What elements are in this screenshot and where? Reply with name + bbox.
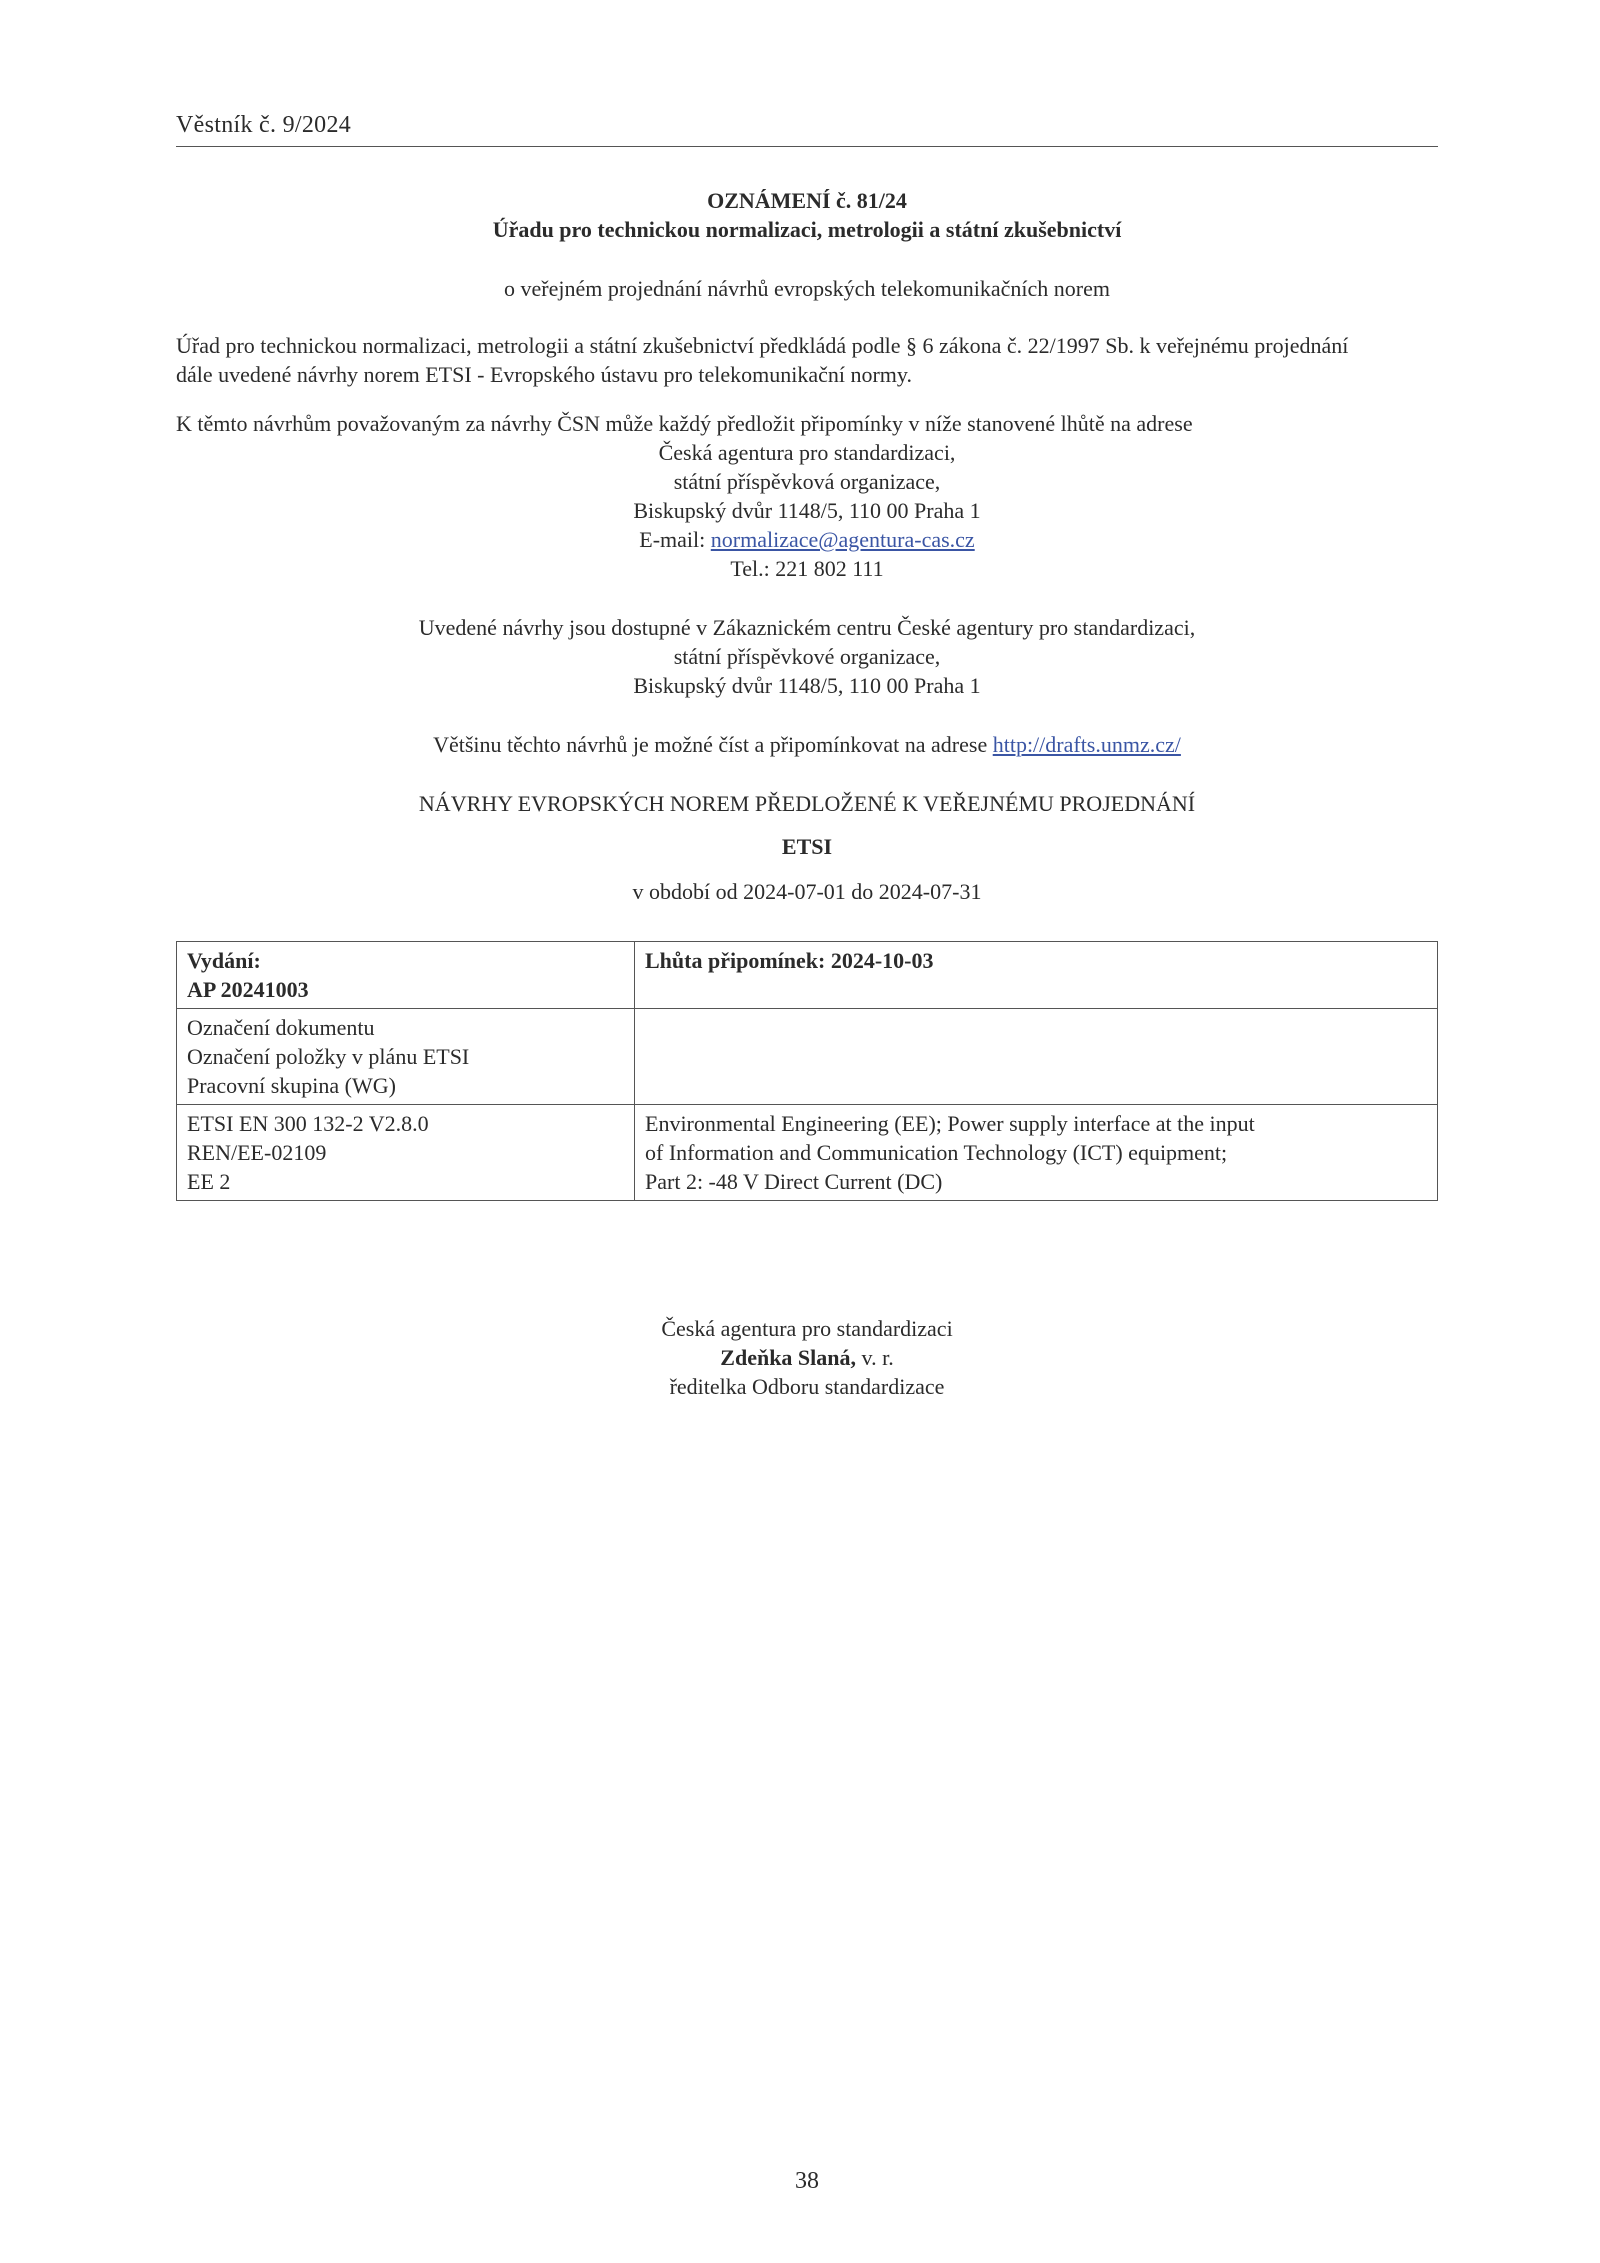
phone-line: Tel.: 221 802 111 <box>730 556 884 581</box>
signature-role: ředitelka Odboru standardizace <box>669 1374 945 1399</box>
web-text: Většinu těchto návrhů je možné číst a připomínkovat na adrese <box>433 732 993 757</box>
page-number: 38 <box>795 2168 819 2194</box>
col-doc-label: Označení dokumentu <box>187 1015 375 1040</box>
notice-number: OZNÁMENÍ č. 81/24 <box>707 188 907 213</box>
signature-org: Česká agentura pro standardizaci <box>661 1316 953 1341</box>
table-row <box>177 1009 1438 1105</box>
journal-title: Věstník č. 9/2024 <box>176 112 352 138</box>
table-row <box>177 1105 1438 1201</box>
draft-title-cell <box>635 1105 1438 1201</box>
draft-wg: EE 2 <box>187 1169 231 1194</box>
email-line <box>176 525 1438 554</box>
draft-title-line-2: of Information and Communication Technology (ICT) equipment; <box>645 1140 1228 1165</box>
comments-paragraph: K těmto návrhům považovaným za návrhy ČSN může každý předložit připomínky v níže stanovené lhůtě na adrese <box>176 411 1193 436</box>
draft-ids-cell <box>177 1105 635 1201</box>
address-line-2: státní příspěvková organizace, <box>673 469 941 494</box>
table-row <box>177 942 1438 1009</box>
signature-block <box>176 1314 1438 1401</box>
signature-name-line <box>176 1343 1438 1372</box>
web-line <box>176 730 1438 759</box>
draft-item-id: REN/EE-02109 <box>187 1140 327 1165</box>
page-header <box>176 112 1438 139</box>
availability-line-3: Biskupský dvůr 1148/5, 110 00 Praha 1 <box>633 673 981 698</box>
intro-line-2: dále uvedené návrhy norem ETSI - Evropského ústavu pro telekomunikační normy. <box>176 362 912 387</box>
signature-suffix: v. r. <box>856 1345 894 1370</box>
availability-line-2: státní příspěvkové organizace, <box>673 644 941 669</box>
draft-title-line-1: Environmental Engineering (EE); Power supply interface at the input <box>645 1111 1255 1136</box>
email-label: E-mail: <box>639 527 711 552</box>
edition-value: AP 20241003 <box>187 977 309 1002</box>
draft-title-line-3: Part 2: -48 V Direct Current (DC) <box>645 1169 943 1194</box>
period-line: v období od 2024-07-01 do 2024-07-31 <box>632 879 982 904</box>
deadline-cell <box>635 942 1438 1009</box>
organization-heading: ETSI <box>781 834 833 859</box>
empty-cell <box>635 1009 1438 1105</box>
email-link[interactable]: normalizace@agentura-cas.cz <box>710 527 975 552</box>
availability-block <box>176 613 1438 700</box>
notice-subject: o veřejném projednání návrhů evropských telekomunikačních norem <box>503 276 1111 301</box>
drafts-heading: NÁVRHY EVROPSKÝCH NOREM PŘEDLOŽENÉ K VEŘEJNÉMU PROJEDNÁNÍ <box>418 791 1196 816</box>
drafts-table <box>176 941 1438 1201</box>
col-wg-label: Pracovní skupina (WG) <box>187 1073 396 1098</box>
notice-office: Úřadu pro technickou normalizaci, metrologii a státní zkušebnictví <box>492 217 1122 242</box>
edition-label: Vydání: <box>187 948 261 973</box>
intro-paragraph <box>176 331 1438 389</box>
availability-line-1: Uvedené návrhy jsou dostupné v Zákaznickém centru České agentury pro standardizaci, <box>418 615 1196 640</box>
draft-doc-id: ETSI EN 300 132-2 V2.8.0 <box>187 1111 429 1136</box>
col-item-label: Označení položky v plánu ETSI <box>187 1044 470 1069</box>
edition-cell <box>177 942 635 1009</box>
signature-name: Zdeňka Slaná, <box>720 1345 857 1370</box>
address-line-1: Česká agentura pro standardizaci, <box>658 440 956 465</box>
drafts-link[interactable]: http://drafts.unmz.cz/ <box>992 732 1181 757</box>
header-divider <box>176 146 1438 147</box>
address-block <box>176 438 1438 583</box>
column-labels-cell <box>177 1009 635 1105</box>
intro-line-1: Úřad pro technickou normalizaci, metrologii a státní zkušebnictví předkládá podle § 6 zákona č. 22/1997 Sb. k veřejnému projednání <box>176 333 1349 358</box>
deadline-text: Lhůta připomínek: 2024-10-03 <box>645 948 934 973</box>
address-line-3: Biskupský dvůr 1148/5, 110 00 Praha 1 <box>633 498 981 523</box>
